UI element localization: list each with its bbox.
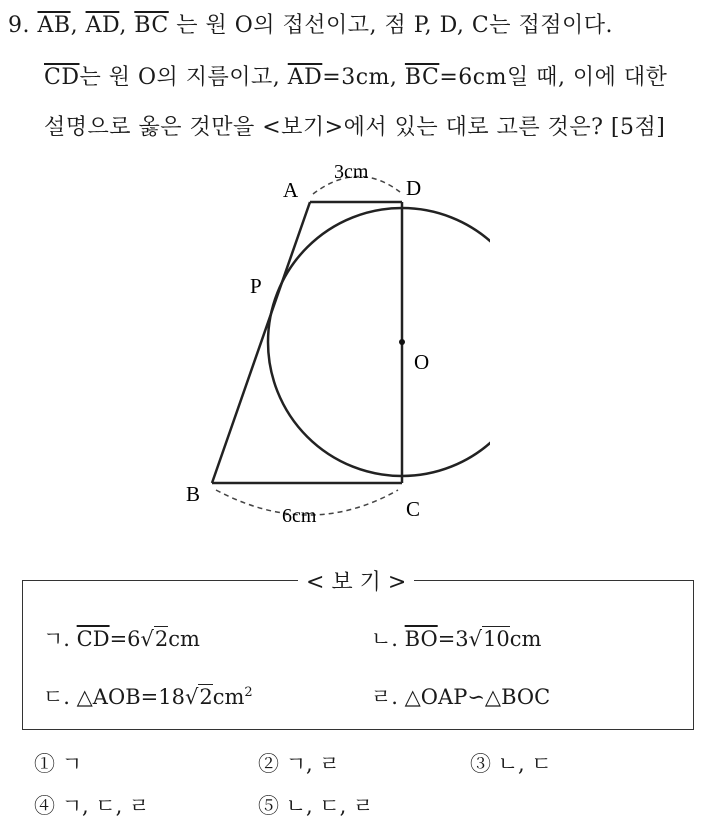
sqrt-radicand: 2 <box>154 627 169 651</box>
bogi-equation: =3 <box>437 627 469 651</box>
answer-choice-1[interactable] <box>34 748 82 778</box>
question-text: 는 원 O의 지름이고, <box>79 65 288 90</box>
answer-choice-3[interactable] <box>470 748 552 778</box>
segment-cd: $\overline{CD}$ <box>76 627 110 651</box>
label-b: B <box>186 482 201 506</box>
geometry-figure <box>170 150 490 540</box>
bogi-item-4 <box>371 681 550 711</box>
segment-bc: $\overline{BC}$ <box>134 13 169 38</box>
question-text: =3cm, <box>322 65 405 90</box>
bogi-box <box>22 570 694 730</box>
question-text: =6cm일 때, 이에 대한 <box>439 65 668 90</box>
question-line-2 <box>44 60 667 91</box>
unit: cm <box>509 627 542 651</box>
question-text: 는 원 O의 접선이고, 점 P, D, C는 접점이다. <box>168 13 613 38</box>
unit: cm <box>212 685 245 709</box>
choice-text: ㄱ <box>61 752 82 776</box>
circle-o <box>268 208 490 476</box>
bogi-mark: ㄱ. <box>43 627 70 651</box>
segment-ad: $\overline{AD}$ <box>287 65 323 90</box>
label-d: D <box>406 176 422 200</box>
bogi-equation: =6 <box>109 627 141 651</box>
bogi-mark: ㄷ. <box>43 685 70 709</box>
unit: cm <box>168 627 200 651</box>
bogi-mark: ㄴ. <box>371 627 398 651</box>
label-a: A <box>283 178 299 202</box>
choice-text: ㄴ, ㄷ, ㄹ <box>285 794 374 818</box>
choice-text: ㄱ, ㄹ <box>285 752 340 776</box>
choice-number: ⑤ <box>258 794 279 818</box>
choice-number: ② <box>258 752 279 776</box>
exponent: 2 <box>244 685 253 700</box>
separator: , <box>119 13 135 38</box>
label-bc-length: 6cm <box>282 505 317 527</box>
segment-bo: $\overline{BO}$ <box>404 627 438 651</box>
segment-cd: $\overline{CD}$ <box>44 65 80 90</box>
center-point-o <box>399 339 405 345</box>
choice-text: ㄱ, ㄷ, ㄹ <box>61 794 150 818</box>
bogi-item-3: ㄷ. $\triangle AOB=18√2cm^2$ <box>43 685 253 709</box>
answer-choice-2[interactable] <box>258 748 340 778</box>
segment-ab: $\overline{AB}$ <box>37 13 71 38</box>
choice-number: ③ <box>470 752 491 776</box>
bogi-title: < 보 기 > <box>298 565 414 596</box>
segment-ab-line <box>212 202 310 483</box>
bogi-equation: △AOB=18 <box>76 685 185 709</box>
bogi-item-1: ㄱ. $\overline{CD}=6√2cm$ <box>43 627 200 651</box>
label-ad-length: 3cm <box>334 161 369 183</box>
segment-ad: $\overline{AD}$ <box>85 13 120 38</box>
label-c: C <box>406 497 421 521</box>
bogi-mark: ㄹ. <box>371 685 398 709</box>
label-o: O <box>414 350 430 374</box>
label-p: P <box>250 274 262 298</box>
bogi-item-2: ㄴ. $\overline{BO}=3√10cm$ <box>371 627 542 651</box>
bogi-equation: △OAP∽△BOC <box>404 685 551 709</box>
choice-number: ① <box>34 752 55 776</box>
question-number: 9. <box>8 13 30 38</box>
question-line-3: 설명으로 옳은 것만을 <보기>에서 있는 대로 고른 것은? [5점] <box>44 115 666 140</box>
choice-number: ④ <box>34 794 55 818</box>
question-line-1 <box>8 8 613 39</box>
segment-bc: $\overline{BC}$ <box>404 65 440 90</box>
sqrt-radicand: 10 <box>483 627 510 651</box>
separator: , <box>70 13 86 38</box>
answer-choice-4[interactable] <box>34 790 149 820</box>
answer-choice-5[interactable] <box>258 790 373 820</box>
choice-text: ㄴ, ㄷ <box>497 752 552 776</box>
sqrt-radicand: 2 <box>199 685 213 709</box>
